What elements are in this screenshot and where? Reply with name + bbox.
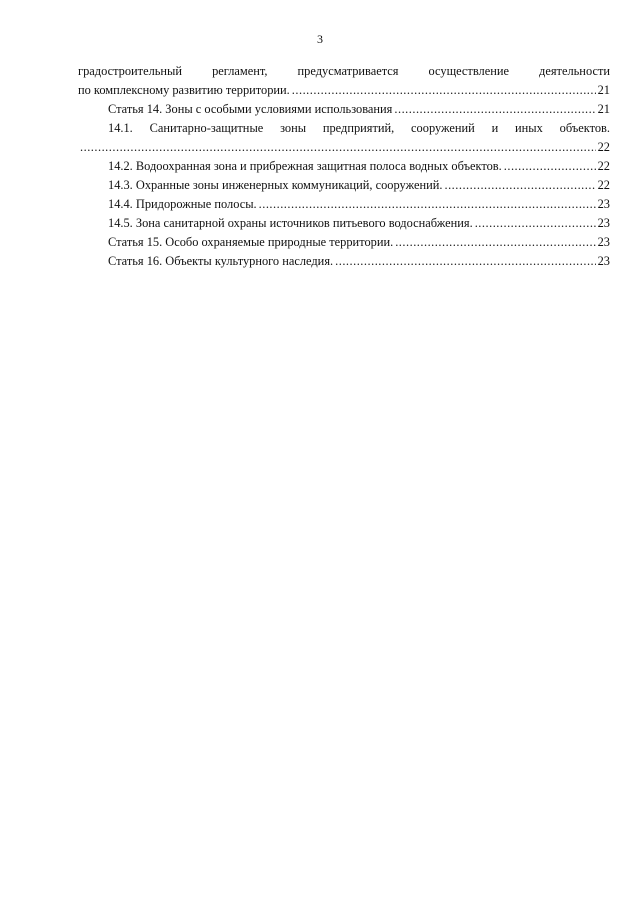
toc-leader-dots <box>335 252 595 271</box>
toc-entry-text: 14.1. Санитарно-защитные зоны предприятий, сооружений и иных объектов. <box>108 121 610 135</box>
toc-entry-text: 14.2. Водоохранная зона и прибрежная защитная полоса водных объектов. <box>108 159 502 173</box>
toc-page-number: 23 <box>597 216 610 230</box>
toc-page-number: 22 <box>597 140 610 154</box>
toc-entry-text: 14.5. Зона санитарной охраны источников питьевого водоснабжения. <box>108 216 473 230</box>
toc-entry-text: 14.4. Придорожные полосы. <box>108 197 257 211</box>
toc-entry-text: Статья 15. Особо охраняемые природные территории. <box>108 235 394 249</box>
toc-entry[interactable] <box>78 81 610 100</box>
toc-leader-dots <box>80 138 596 157</box>
toc-leader-dots <box>504 157 596 176</box>
toc-entry-text: по комплексному развитию территории. <box>78 83 290 97</box>
toc-entry-text: градостроительный регламент, предусматривается осуществление деятельности <box>78 64 610 78</box>
toc-leader-dots <box>444 176 595 195</box>
toc-entry[interactable] <box>78 157 610 176</box>
toc-page-number: 21 <box>597 102 610 116</box>
toc-leader-dots <box>292 81 596 100</box>
toc-entry[interactable] <box>78 214 610 233</box>
toc-page-number: 22 <box>597 178 610 192</box>
toc-leader-dots <box>259 195 596 214</box>
toc-entry-wrapped[interactable] <box>78 119 610 138</box>
toc-page-number: 22 <box>597 159 610 173</box>
table-of-contents <box>78 62 610 271</box>
toc-page-number: 23 <box>597 235 610 249</box>
toc-entry-text: Статья 14. Зоны с особыми условиями использования <box>108 102 393 116</box>
toc-continuation-line <box>78 62 610 81</box>
toc-page-number: 23 <box>597 254 610 268</box>
toc-page-number: 23 <box>597 197 610 211</box>
toc-leader-dots <box>395 233 595 252</box>
toc-entry[interactable] <box>78 195 610 214</box>
toc-entry-text: 14.3. Охранные зоны инженерных коммуникаций, сооружений. <box>108 178 443 192</box>
toc-entry[interactable] <box>78 176 610 195</box>
toc-entry[interactable] <box>78 100 610 119</box>
toc-entry-text: Статья 16. Объекты культурного наследия. <box>108 254 334 268</box>
toc-leader-dots <box>475 214 596 233</box>
toc-leader-dots <box>394 100 595 119</box>
toc-entry[interactable] <box>78 252 610 271</box>
toc-entry[interactable] <box>78 233 610 252</box>
page-number: 3 <box>317 32 323 46</box>
toc-entry-continuation[interactable] <box>78 138 610 157</box>
toc-page-number: 21 <box>597 83 610 97</box>
